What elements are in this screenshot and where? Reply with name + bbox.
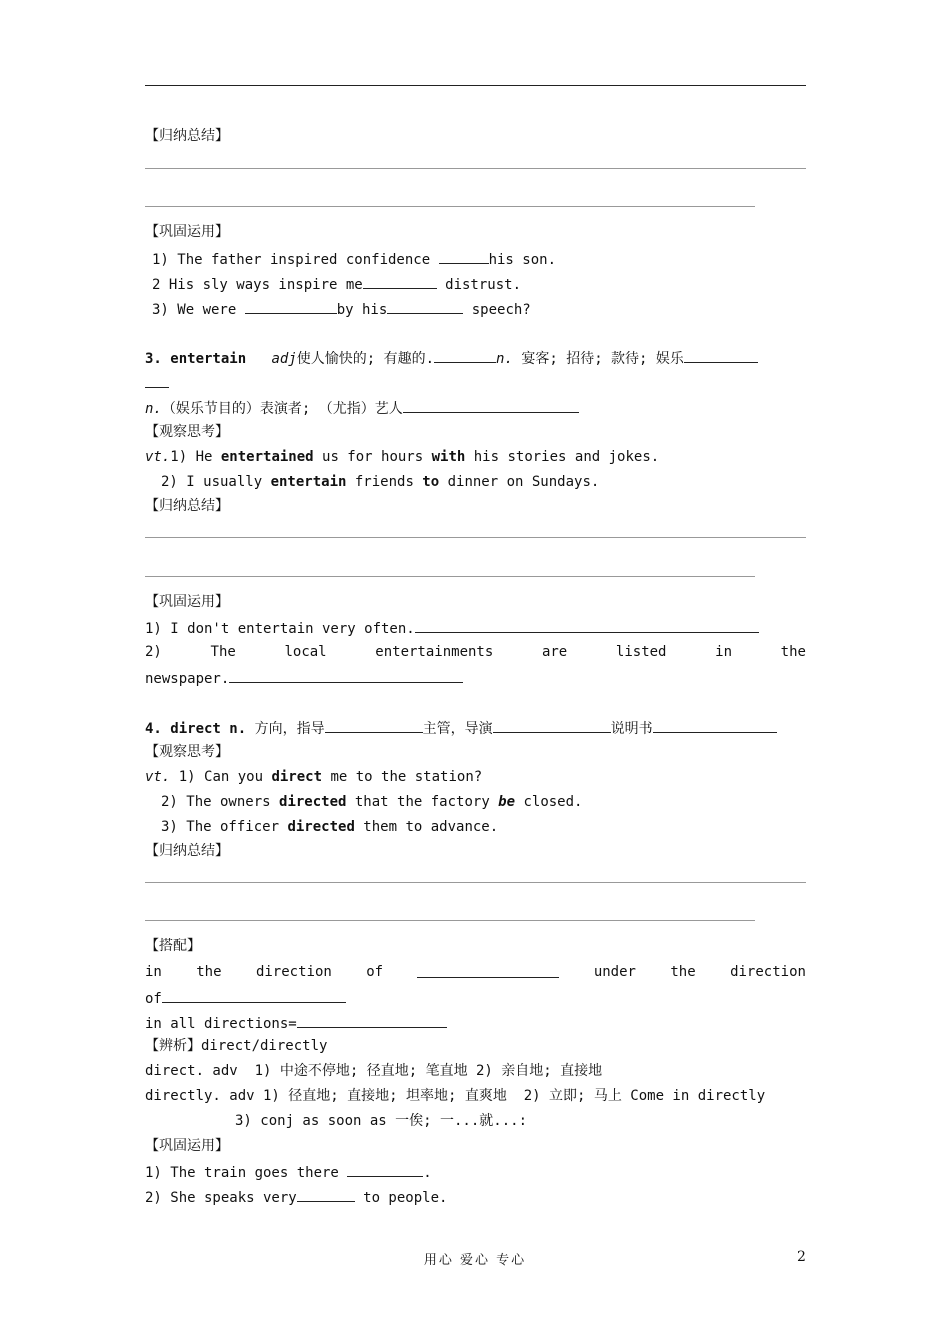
exercise-line: 1) I don't entertain very often. (145, 618, 759, 638)
analysis-line: 3) conj as soon as 一俟; 一...就...: (235, 1113, 528, 1129)
example-line: 2) The owners directed that the factory be closed. (161, 794, 583, 810)
example-line: vt. 1) Can you direct me to the station? (145, 769, 483, 785)
analysis-line: 【辨析】direct/directly (145, 1038, 328, 1054)
answer-line (145, 168, 806, 169)
example-line: 3) The officer directed them to advance. (161, 819, 499, 835)
exercise-line: 2 His sly ways inspire me distrust. (152, 274, 521, 294)
blank[interactable] (493, 718, 611, 733)
summary-heading: 【归纳总结】 (145, 498, 229, 514)
exercise-line: 2) The local entertainments are listed in the (145, 644, 806, 660)
blank[interactable] (684, 348, 758, 363)
answer-line (145, 576, 755, 577)
practice-heading: 【巩固运用】 (145, 1138, 229, 1154)
summary-heading: 【归纳总结】 (145, 843, 229, 859)
collocation-line: in all directions= (145, 1013, 447, 1033)
blank[interactable] (297, 1187, 355, 1202)
exercise-line: 1) The father inspired confidence his son. (152, 249, 556, 269)
blank[interactable] (439, 249, 489, 264)
collocation-line: in the direction of under the direction (145, 964, 806, 980)
exercise-line: 1) The train goes there . (145, 1162, 432, 1182)
blank[interactable] (325, 718, 423, 733)
blank[interactable] (347, 1162, 423, 1177)
blank[interactable] (417, 963, 559, 978)
page-number: 2 (797, 1249, 806, 1265)
blank[interactable] (387, 299, 463, 314)
collocation-line: of (145, 988, 346, 1008)
summary-heading: 【归纳总结】 (145, 128, 229, 144)
collocation-heading: 【搭配】 (145, 938, 201, 954)
word-line: n.（娱乐节目的）表演者; （尤指）艺人 (145, 398, 579, 418)
blank[interactable] (297, 1013, 447, 1028)
blank-continuation (145, 373, 169, 393)
blank[interactable] (229, 668, 463, 683)
exercise-line: newspaper. (145, 668, 463, 688)
example-line: vt.1) He entertained us for hours with his stories and jokes. (145, 449, 660, 465)
blank[interactable] (653, 718, 777, 733)
header-rule (145, 85, 806, 86)
blank[interactable] (145, 373, 169, 388)
example-line: 2) I usually entertain friends to dinner on Sundays. (161, 474, 600, 490)
observe-heading: 【观察思考】 (145, 424, 229, 440)
exercise-line: 3) We were by his speech? (152, 299, 531, 319)
observe-heading: 【观察思考】 (145, 744, 229, 760)
word-heading-direct: 4. direct n. 方向，指导 主管，导演 说明书 (145, 718, 777, 738)
answer-line (145, 206, 755, 207)
page-footer: 用心 爱心 专心 (423, 1253, 527, 1268)
blank[interactable] (363, 274, 437, 289)
analysis-line: direct. adv 1) 中途不停地; 径直地; 笔直地 2) 亲自地; 直接地 (145, 1063, 603, 1079)
blank[interactable] (403, 398, 579, 413)
practice-heading: 【巩固运用】 (145, 594, 229, 610)
blank[interactable] (162, 988, 346, 1003)
practice-heading: 【巩固运用】 (145, 224, 229, 240)
answer-line (145, 537, 806, 538)
analysis-line: directly. adv 1) 径直地; 直接地; 坦率地; 直爽地 2) 立即; 马上 Come in directly (145, 1088, 766, 1104)
blank[interactable] (245, 299, 337, 314)
answer-line (145, 882, 806, 883)
blank[interactable] (434, 348, 496, 363)
answer-line (145, 920, 755, 921)
blank[interactable] (415, 618, 759, 633)
exercise-line: 2) She speaks very to people. (145, 1187, 447, 1207)
word-heading-entertain: 3. entertain adj使人愉快的; 有趣的. n. 宴客; 招待; 款待; 娱乐 (145, 348, 758, 368)
